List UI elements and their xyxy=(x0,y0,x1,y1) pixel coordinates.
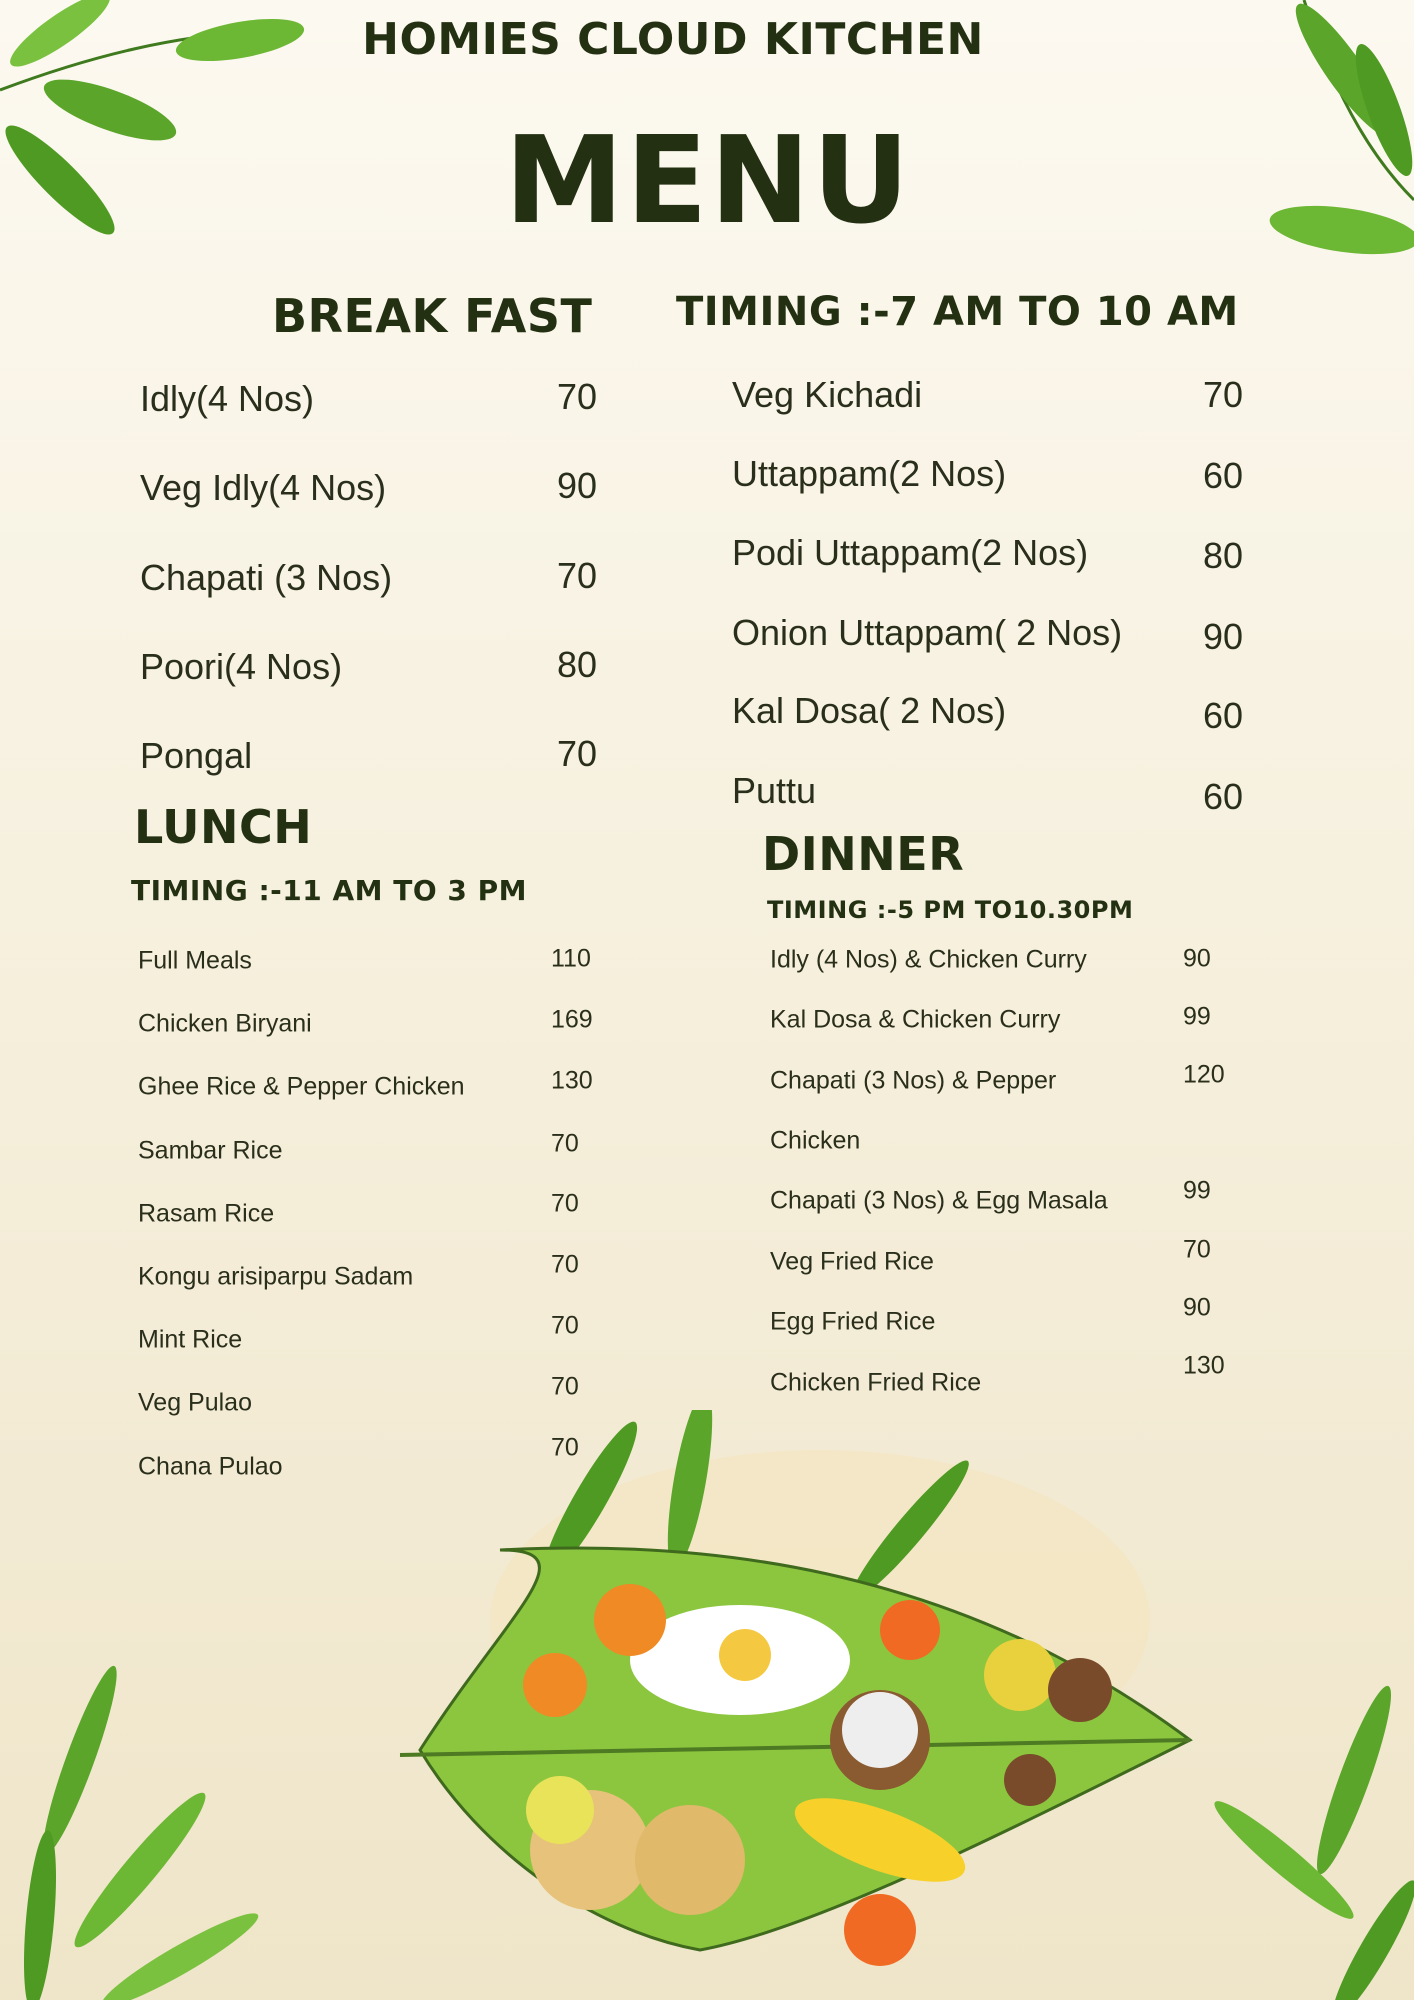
menu-item-name: Poori(4 Nos) xyxy=(140,646,343,687)
menu-item-price: 130 xyxy=(551,1066,593,1095)
menu-item-price: 90 xyxy=(556,465,597,506)
menu-item-price: 60 xyxy=(1202,776,1243,817)
breakfast-heading: BREAK FAST xyxy=(272,289,593,343)
menu-item-price: 99 xyxy=(1183,1002,1211,1031)
menu-item-name: Idly (4 Nos) & Chicken Curry xyxy=(770,945,1087,974)
menu-item-price: 70 xyxy=(556,555,597,596)
banana-leaf-meal-icon xyxy=(390,1410,1210,2000)
brand-name: HOMIES CLOUD KITCHEN xyxy=(362,14,984,65)
menu-item-name: Veg Fried Rice xyxy=(770,1247,934,1276)
menu-item-price: 90 xyxy=(1183,944,1211,973)
menu-item-price: 70 xyxy=(551,1372,579,1401)
lunch-heading: LUNCH xyxy=(134,800,313,854)
leaves-top-right-icon xyxy=(1154,0,1414,280)
menu-item-price: 90 xyxy=(1183,1293,1211,1322)
menu-item-price: 110 xyxy=(551,944,591,973)
menu-item-name: Veg Kichadi xyxy=(732,374,923,415)
menu-item-price: 70 xyxy=(551,1433,579,1462)
menu-item-name: Pongal xyxy=(140,735,253,776)
menu-item-name: Chana Pulao xyxy=(138,1452,283,1481)
leaves-top-left-icon xyxy=(0,0,320,260)
menu-item-name: Chicken xyxy=(770,1126,861,1155)
menu-item-price: 70 xyxy=(551,1189,579,1218)
menu-item-name: Chapati (3 Nos) & Egg Masala xyxy=(770,1186,1108,1215)
menu-item-price: 70 xyxy=(551,1250,579,1279)
menu-item-price: 90 xyxy=(1202,616,1243,657)
dinner-heading: DINNER xyxy=(762,827,965,881)
menu-item-name: Puttu xyxy=(732,770,817,811)
menu-item-price: 80 xyxy=(556,644,597,685)
menu-item-price: 70 xyxy=(551,1311,579,1340)
menu-item-name: Egg Fried Rice xyxy=(770,1307,936,1336)
menu-item-name: Ghee Rice & Pepper Chicken xyxy=(138,1072,465,1101)
menu-item-name: Kal Dosa & Chicken Curry xyxy=(770,1005,1061,1034)
menu-item-name: Chapati (3 Nos) & Pepper xyxy=(770,1066,1057,1095)
leaves-bottom-left-icon xyxy=(0,1620,260,2000)
menu-item-price: 70 xyxy=(556,733,597,774)
menu-item-name: Onion Uttappam( 2 Nos) xyxy=(732,612,1123,653)
menu-item-price: 70 xyxy=(556,376,597,417)
menu-item-name: Chapati (3 Nos) xyxy=(140,557,393,598)
menu-item-name: Chicken Fried Rice xyxy=(770,1368,982,1397)
page-title: MENU xyxy=(504,112,912,251)
lunch-timing: TIMING :-11 AM TO 3 PM xyxy=(131,874,528,907)
menu-item-price: 70 xyxy=(1202,374,1243,415)
menu-item-price: 60 xyxy=(1202,695,1243,736)
menu-item-name: Mint Rice xyxy=(138,1325,243,1354)
menu-item-name: Full Meals xyxy=(138,946,252,975)
menu-item-name: Kal Dosa( 2 Nos) xyxy=(732,690,1007,731)
menu-item-price: 70 xyxy=(1183,1235,1211,1264)
menu-item-name: Podi Uttappam(2 Nos) xyxy=(732,532,1089,573)
menu-item-price: 169 xyxy=(551,1005,593,1034)
breakfast-timing: TIMING :-7 AM TO 10 AM xyxy=(676,289,1239,335)
menu-item-name: Veg Idly(4 Nos) xyxy=(140,467,387,508)
menu-item-price: 60 xyxy=(1202,455,1243,496)
menu-item-name: Sambar Rice xyxy=(138,1136,283,1165)
menu-item-price: 130 xyxy=(1183,1351,1225,1380)
menu-item-price: 70 xyxy=(551,1129,579,1158)
menu-item-name: Kongu arisiparpu Sadam xyxy=(138,1262,414,1291)
menu-item-name: Rasam Rice xyxy=(138,1199,275,1228)
menu-item-name: Veg Pulao xyxy=(138,1388,252,1417)
menu-item-name: Idly(4 Nos) xyxy=(140,378,315,419)
menu-item-price: 120 xyxy=(1183,1060,1225,1089)
menu-item-name: Uttappam(2 Nos) xyxy=(732,453,1007,494)
menu-item-price: 80 xyxy=(1202,535,1243,576)
menu-item-price: 99 xyxy=(1183,1176,1211,1205)
menu-item-name: Chicken Biryani xyxy=(138,1009,312,1038)
leaves-bottom-right-icon xyxy=(1174,1660,1414,2000)
dinner-timing: TIMING :-5 PM TO10.30PM xyxy=(767,896,1134,924)
